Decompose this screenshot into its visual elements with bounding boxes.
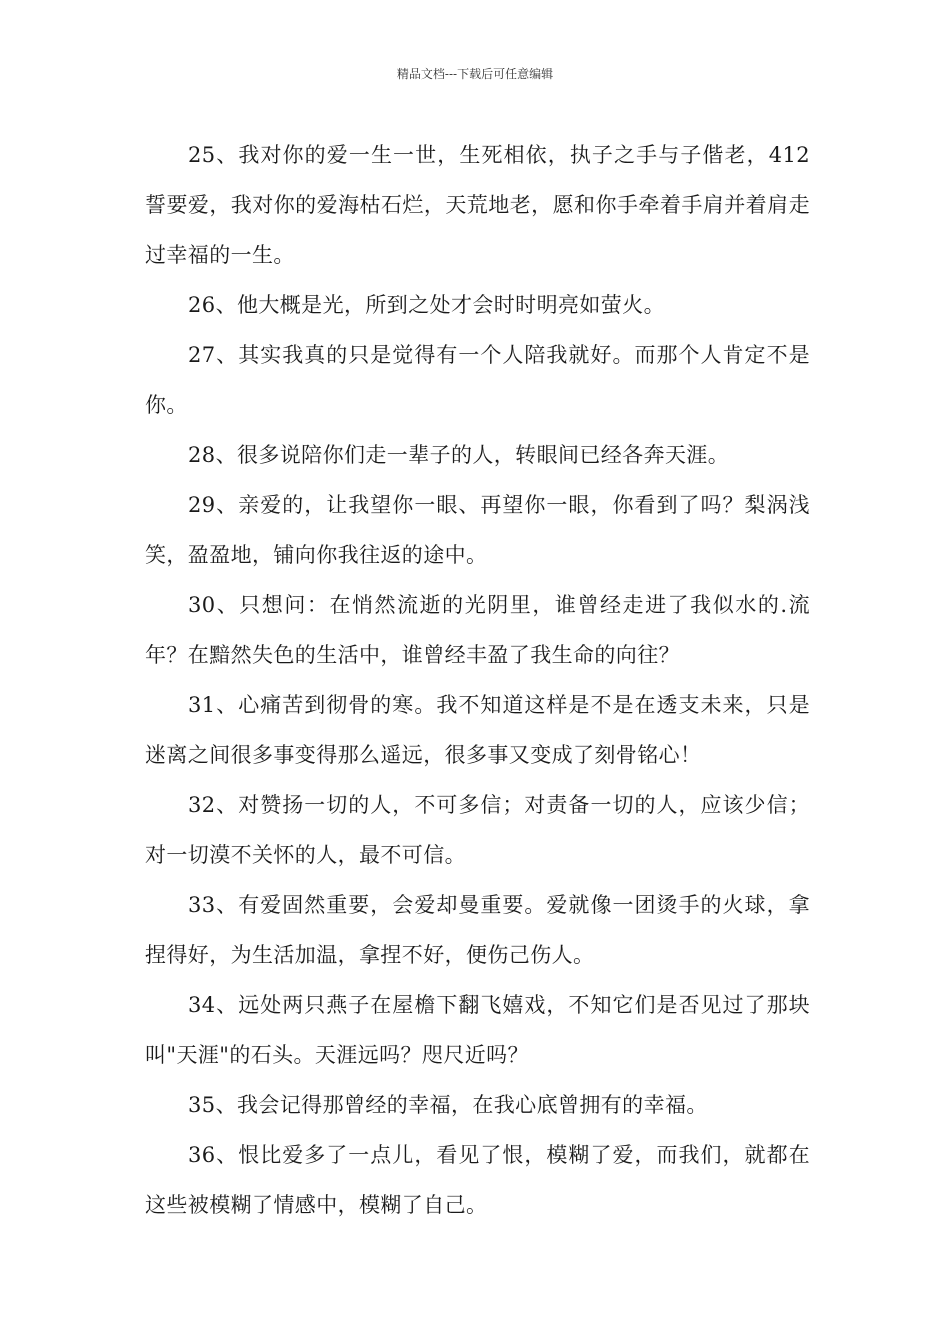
paragraph-27: 27、其实我真的只是觉得有一个人陪我就好。而那个人肯定不是你。: [145, 343, 810, 417]
page-header: 精品文档---下载后可任意编辑: [396, 67, 554, 81]
paragraph-36: 36、恨比爱多了一点儿，看见了恨，模糊了爱，而我们，就都在这些被模糊了情感中，模糊了自己。: [145, 1143, 810, 1217]
document-body: [145, 130, 810, 1230]
paragraph-31: 31、心痛苦到彻骨的寒。我不知道这样是不是在透支未来，只是迷离之间很多事变得那么遥远，很多事又变成了刻骨铭心！: [145, 693, 810, 767]
paragraph-28: 28、很多说陪你们走一辈子的人，转眼间已经各奔天涯。: [188, 443, 730, 467]
paragraph-35: 35、我会记得那曾经的幸福，在我心底曾拥有的幸福。: [188, 1093, 708, 1117]
paragraph-29: 29、亲爱的，让我望你一眼、再望你一眼，你看到了吗？梨涡浅笑，盈盈地，铺向你我往返的途中。: [145, 493, 810, 567]
paragraph-34: 34、远处两只燕子在屋檐下翻飞嬉戏，不知它们是否见过了那块叫"天涯"的石头。天涯远吗？咫尺近吗？: [145, 993, 810, 1067]
paragraph-32: 32、对赞扬一切的人，不可多信；对责备一切的人，应该少信；对一切漠不关怀的人，最不可信。: [145, 793, 810, 867]
paragraph-26: 26、他大概是光，所到之处才会时时明亮如萤火。: [188, 293, 665, 317]
paragraph-33: 33、有爱固然重要，会爱却曼重要。爱就像一团烫手的火球，拿捏得好，为生活加温，拿捏不好，便伤己伤人。: [145, 893, 810, 967]
paragraph-30: 30、只想问：在悄然流逝的光阴里，谁曾经走进了我似水的.流年？在黯然失色的生活中，谁曾经丰盈了我生命的向往？: [145, 593, 810, 667]
paragraph-25: 25、我对你的爱一生一世，生死相依，执子之手与子偕老，412誓要爱，我对你的爱海枯石烂，天荒地老，愿和你手牵着手肩并着肩走过幸福的一生。: [145, 143, 810, 267]
